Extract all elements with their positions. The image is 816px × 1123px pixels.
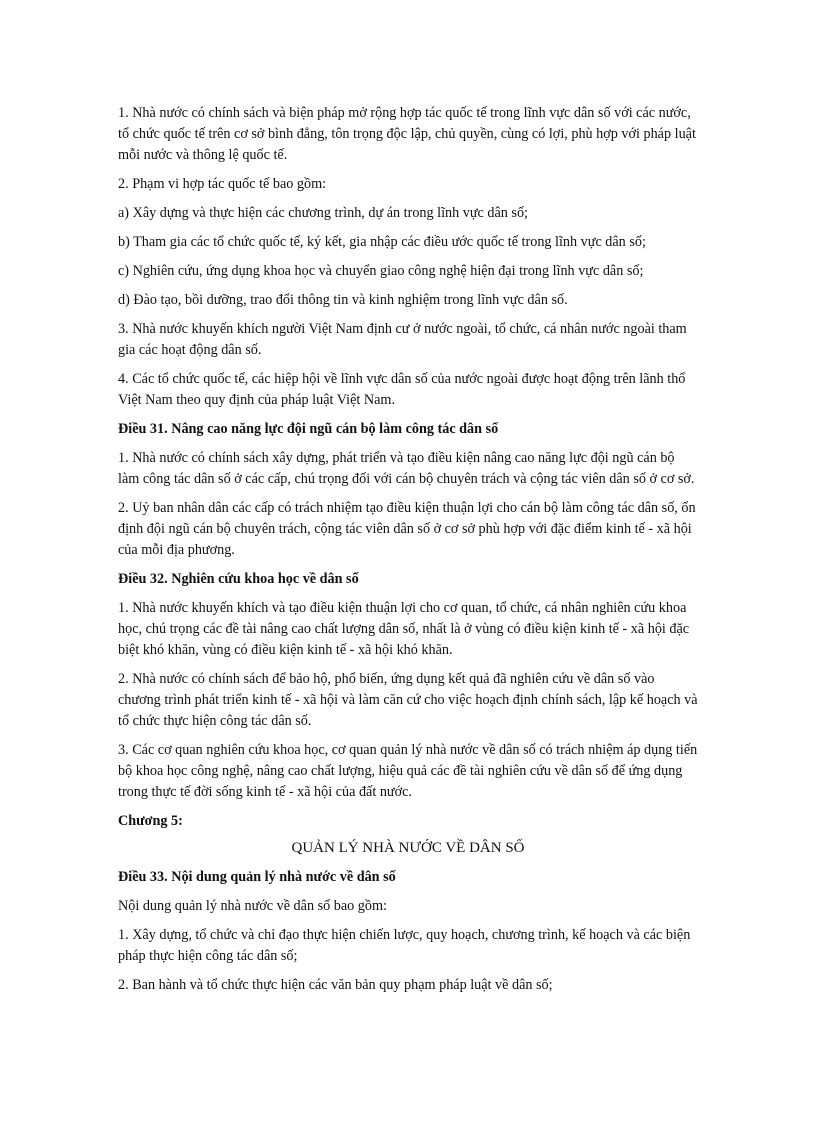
article-33-item-2: 2. Ban hành và tổ chức thực hiện các văn bản quy phạm pháp luật về dân số;	[118, 977, 553, 993]
paragraph-intl-cooperation-2: 2. Phạm vi hợp tác quốc tế bao gồm:	[118, 176, 327, 192]
article-33-intro: Nội dung quản lý nhà nước về dân số bao gồm:	[118, 898, 387, 914]
chapter-title: QUẢN LÝ NHÀ NƯỚC VỀ DÂN SỐ	[291, 840, 525, 856]
article-33-heading: Điều 33. Nội dung quản lý nhà nước về dân số	[118, 869, 396, 885]
article-31-paragraph-1: 1. Nhà nước có chính sách xây dựng, phát triển và tạo điều kiện nâng cao năng lực đội ngũ cán bộ làm công tác dân số ở các cấp, chú trọng đối với cán bộ chuyên trách và cộng tác viên dân số ở cơ sở.	[118, 450, 695, 487]
paragraph-intl-cooperation-2a: a) Xây dựng và thực hiện các chương trình, dự án trong lĩnh vực dân số;	[118, 205, 528, 221]
article-33-item-1: 1. Xây dựng, tổ chức và chỉ đạo thực hiện chiến lược, quy hoạch, chương trình, kế hoạch và các biện pháp thực hiện công tác dân số;	[118, 927, 691, 964]
document-page	[118, 103, 698, 1004]
article-32-heading: Điều 32. Nghiên cứu khoa học về dân số	[118, 571, 359, 587]
paragraph-intl-cooperation-4: 4. Các tổ chức quốc tế, các hiệp hội về lĩnh vực dân số của nước ngoài được hoạt động trên lãnh thổ Việt Nam theo quy định của pháp luật Việt Nam.	[118, 371, 686, 408]
paragraph-intl-cooperation-2b: b) Tham gia các tổ chức quốc tế, ký kết, gia nhập các điều ước quốc tế trong lĩnh vực dân số;	[118, 234, 646, 250]
paragraph-intl-cooperation-2c: c) Nghiên cứu, ứng dụng khoa học và chuyển giao công nghệ hiện đại trong lĩnh vực dân số;	[118, 263, 644, 279]
article-32-paragraph-3: 3. Các cơ quan nghiên cứu khoa học, cơ quan quản lý nhà nước về dân số có trách nhiệm áp dụng tiến bộ khoa học công nghệ, nâng cao chất lượng, hiệu quả các đề tài nghiên cứu về dân số để ứng dụng trong thực tế đời sống kinh tế - xã hội của đất nước.	[118, 742, 698, 800]
chapter-label: Chương 5:	[118, 813, 183, 829]
article-31-heading: Điều 31. Nâng cao năng lực đội ngũ cán bộ làm công tác dân số	[118, 421, 499, 437]
article-32-paragraph-2: 2. Nhà nước có chính sách để bảo hộ, phổ biến, ứng dụng kết quả đã nghiên cứu về dân số vào chương trình phát triển kinh tế - xã hội và làm căn cứ cho việc hoạch định chính sách, lập kế hoạch và tổ chức thực hiện công tác dân số.	[118, 671, 698, 729]
article-31-paragraph-2: 2. Uỷ ban nhân dân các cấp có trách nhiệm tạo điều kiện thuận lợi cho cán bộ làm công tác dân số, ổn định đội ngũ cán bộ chuyên trách, cộng tác viên dân số ở cơ sở phù hợp với đặc điểm kinh tế - xã hội của mỗi địa phương.	[118, 500, 696, 558]
paragraph-intl-cooperation-1: 1. Nhà nước có chính sách và biện pháp mở rộng hợp tác quốc tế trong lĩnh vực dân số với các nước, tổ chức quốc tế trên cơ sở bình đẳng, tôn trọng độc lập, chủ quyền, cùng có lợi, phù hợp với pháp luật mỗi nước và thông lệ quốc tế.	[118, 105, 696, 163]
paragraph-intl-cooperation-2d: d) Đào tạo, bồi dưỡng, trao đổi thông tin và kinh nghiệm trong lĩnh vực dân số.	[118, 292, 568, 308]
paragraph-intl-cooperation-3: 3. Nhà nước khuyến khích người Việt Nam định cư ở nước ngoài, tổ chức, cá nhân nước ngoài tham gia các hoạt động dân số.	[118, 321, 687, 358]
article-32-paragraph-1: 1. Nhà nước khuyến khích và tạo điều kiện thuận lợi cho cơ quan, tổ chức, cá nhân nghiên cứu khoa học, chú trọng các đề tài nâng cao chất lượng dân số, nhất là ở vùng có điều kiện kinh tế - xã hội đặc biệt khó khăn, vùng có điều kiện kinh tế - xã hội khó khăn.	[118, 600, 690, 658]
